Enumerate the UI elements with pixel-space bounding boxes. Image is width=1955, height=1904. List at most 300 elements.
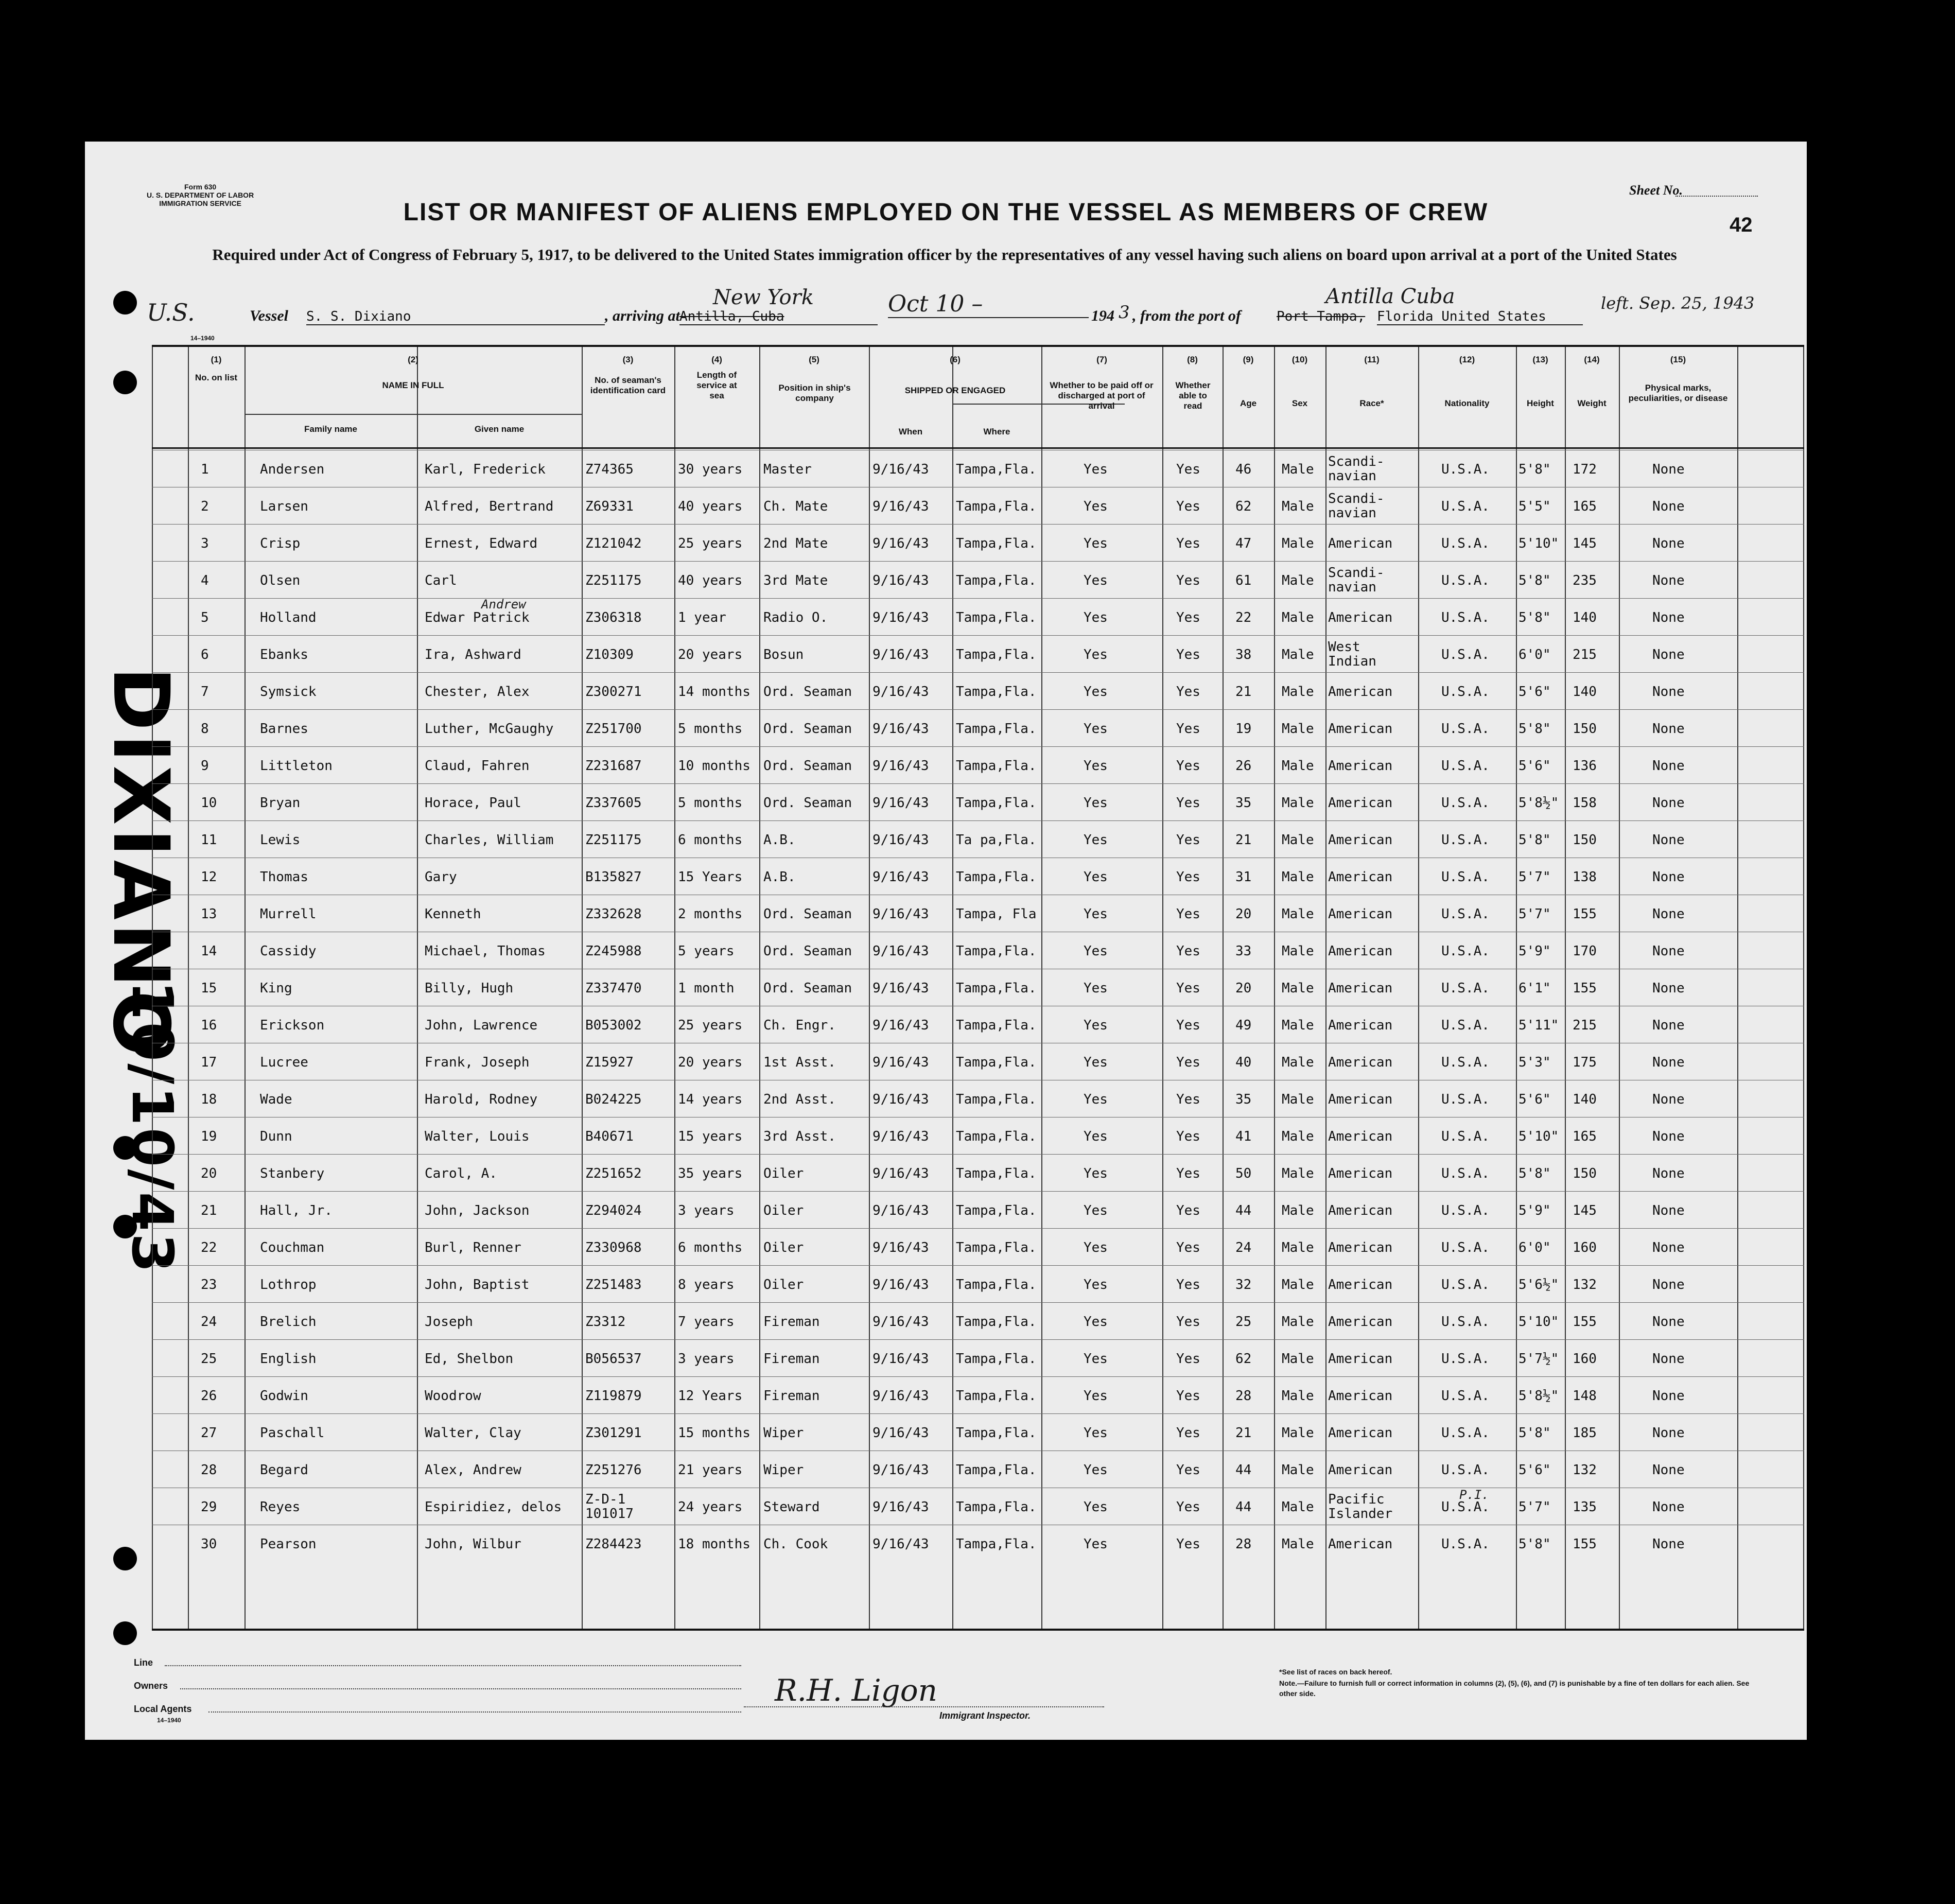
- service-length: 35 years: [678, 1166, 743, 1181]
- binder-hole: [113, 291, 137, 315]
- able-to-read: Yes: [1176, 1499, 1200, 1515]
- table-row: [152, 1488, 1804, 1525]
- paid-off: Yes: [1084, 1351, 1108, 1367]
- weight: 140: [1573, 684, 1597, 700]
- row-number: 8: [201, 721, 209, 737]
- given-name: Walter, Clay: [425, 1425, 521, 1441]
- nationality: U.S.A.: [1441, 499, 1490, 514]
- family-name: Thomas: [260, 869, 308, 885]
- shipped-where: Tampa,Fla.: [956, 1166, 1037, 1181]
- shipped-where: Tampa,Fla.: [956, 573, 1037, 588]
- shipped-when: 9/16/43: [872, 1388, 929, 1404]
- given-name: Harold, Rodney: [425, 1092, 538, 1107]
- seaman-card: Z10309: [585, 647, 634, 662]
- nationality: U.S.A.: [1441, 1388, 1490, 1404]
- height: 5'7½": [1518, 1351, 1559, 1367]
- shipped-where: Tampa,Fla.: [956, 1277, 1037, 1292]
- arriving-port-handwritten: New York: [713, 286, 814, 309]
- able-to-read: Yes: [1176, 1425, 1200, 1441]
- nationality: U.S.A.: [1441, 1351, 1490, 1367]
- height: 6'0": [1518, 647, 1551, 662]
- position: A.B.: [763, 869, 796, 885]
- table-row: [152, 1339, 1804, 1377]
- service-length: 6 months: [678, 832, 743, 848]
- family-name: Couchman: [260, 1240, 325, 1255]
- family-name: Barnes: [260, 721, 308, 737]
- row-number: 30: [201, 1536, 217, 1552]
- able-to-read: Yes: [1176, 610, 1200, 625]
- nationality: U.S.A.: [1441, 981, 1490, 996]
- height: 5'8": [1518, 573, 1551, 588]
- given-name: Carol, A.: [425, 1166, 497, 1181]
- seaman-card: B056537: [585, 1351, 642, 1367]
- table-row: [152, 635, 1804, 673]
- age: 35: [1235, 795, 1252, 811]
- col-3-num: (3): [622, 355, 634, 364]
- sheet-number: 42: [1730, 214, 1753, 236]
- weight: 145: [1573, 1203, 1597, 1218]
- nationality: U.S.A.: [1441, 1203, 1490, 1218]
- row-number: 23: [201, 1277, 217, 1292]
- col-7-label: Whether to be paid off or discharged at port of arrival: [1050, 380, 1154, 411]
- sex: Male: [1282, 721, 1314, 737]
- shipped-when: 9/16/43: [872, 1462, 929, 1478]
- race: American: [1328, 721, 1393, 737]
- owners-field: [180, 1688, 741, 1689]
- paid-off: Yes: [1084, 944, 1108, 959]
- row-number: 4: [201, 573, 209, 588]
- col-7-num: (7): [1096, 355, 1107, 364]
- family-name: Stanbery: [260, 1166, 325, 1181]
- age: 40: [1235, 1055, 1252, 1070]
- row-number: 16: [201, 1018, 217, 1033]
- position: Ch. Cook: [763, 1536, 828, 1552]
- family-name: Lucree: [260, 1055, 308, 1070]
- shipped-when: 9/16/43: [872, 499, 929, 514]
- given-name: John, Wilbur: [425, 1536, 521, 1552]
- age: 62: [1235, 1351, 1252, 1367]
- given-name: Burl, Renner: [425, 1240, 521, 1255]
- table-row: [152, 1191, 1804, 1229]
- race: American: [1328, 1240, 1393, 1255]
- family-name: Erickson: [260, 1018, 325, 1033]
- able-to-read: Yes: [1176, 573, 1200, 588]
- service-length: 10 months: [678, 758, 750, 774]
- table-row: [152, 561, 1804, 599]
- paid-off: Yes: [1084, 684, 1108, 700]
- shipped-when: 9/16/43: [872, 869, 929, 885]
- given-name: Walter, Louis: [425, 1129, 530, 1144]
- paid-off: Yes: [1084, 1240, 1108, 1255]
- shipped-when: 9/16/43: [872, 758, 929, 774]
- nationality: U.S.A.: [1441, 1277, 1490, 1292]
- race: American: [1328, 944, 1393, 959]
- physical-marks: None: [1652, 795, 1685, 811]
- service-length: 24 years: [678, 1499, 743, 1515]
- nationality: U.S.A.: [1441, 1314, 1490, 1330]
- age: 28: [1235, 1536, 1252, 1552]
- table-row: [152, 598, 1804, 636]
- arriving-port-typed: Antilla, Cuba: [679, 309, 878, 325]
- shipped-when: 9/16/43: [872, 721, 929, 737]
- age: 33: [1235, 944, 1252, 959]
- col-6-when: When: [898, 427, 923, 436]
- position: Oiler: [763, 1240, 804, 1255]
- sex: Male: [1282, 981, 1314, 996]
- race: Pacific Islander: [1328, 1492, 1393, 1522]
- physical-marks: None: [1652, 869, 1685, 885]
- col-12-num: (12): [1459, 355, 1475, 364]
- page-subtitle: Required under Act of Congress of February 5, 1917, to be delivered to the United States immigration officer by the representatives of any vessel having such aliens on board upon arrival at a port of the United States: [212, 246, 1677, 264]
- age: 28: [1235, 1388, 1252, 1404]
- race: American: [1328, 1203, 1393, 1218]
- col-1-label: No. on list: [195, 373, 238, 382]
- shipped-when: 9/16/43: [872, 573, 929, 588]
- weight: 175: [1573, 1055, 1597, 1070]
- seaman-card: Z251175: [585, 573, 642, 588]
- service-length: 15 months: [678, 1425, 750, 1441]
- sheet-line: [1675, 196, 1758, 197]
- col-1-num: (1): [211, 355, 222, 364]
- given-name: Billy, Hugh: [425, 981, 514, 996]
- physical-marks: None: [1652, 721, 1685, 737]
- physical-marks: None: [1652, 832, 1685, 848]
- sex: Male: [1282, 944, 1314, 959]
- paid-off: Yes: [1084, 758, 1108, 774]
- given-name: Espiridiez, delos: [425, 1499, 562, 1515]
- weight: 135: [1573, 1499, 1597, 1515]
- row-number: 25: [201, 1351, 217, 1367]
- shipped-when: 9/16/43: [872, 647, 929, 662]
- service-length: 18 months: [678, 1536, 750, 1552]
- service-length: 25 years: [678, 536, 743, 551]
- seaman-card: Z251175: [585, 832, 642, 848]
- weight: 140: [1573, 1092, 1597, 1107]
- col-14-num: (14): [1584, 355, 1600, 364]
- from-port-handwritten: Antilla Cuba: [1325, 285, 1455, 308]
- service-length: 1 year: [678, 610, 726, 625]
- paid-off: Yes: [1084, 906, 1108, 922]
- shipped-when: 9/16/43: [872, 1240, 929, 1255]
- row-number: 7: [201, 684, 209, 700]
- shipped-where: Tampa,Fla.: [956, 1129, 1037, 1144]
- table-row: [152, 1413, 1804, 1451]
- given-name: Alex, Andrew: [425, 1462, 521, 1478]
- family-name: Lewis: [260, 832, 301, 848]
- weight: 150: [1573, 832, 1597, 848]
- date-stamp: 10/10/43: [119, 981, 185, 1275]
- sex: Male: [1282, 795, 1314, 811]
- table-row: [152, 672, 1804, 710]
- nationality: U.S.A.: [1441, 573, 1490, 588]
- shipped-when: 9/16/43: [872, 610, 929, 625]
- able-to-read: Yes: [1176, 1351, 1200, 1367]
- table-row: [152, 1376, 1804, 1414]
- us-mark: U.S.: [147, 299, 195, 326]
- position: Oiler: [763, 1277, 804, 1292]
- row-number: 20: [201, 1166, 217, 1181]
- shipped-where: Tampa,Fla.: [956, 944, 1037, 959]
- height: 5'10": [1518, 1129, 1559, 1144]
- sex: Male: [1282, 1018, 1314, 1033]
- agents-field: [208, 1711, 741, 1713]
- able-to-read: Yes: [1176, 1203, 1200, 1218]
- age: 21: [1235, 1425, 1252, 1441]
- row-number: 26: [201, 1388, 217, 1404]
- arriving-label: , arriving at: [605, 307, 680, 324]
- service-length: 1 month: [678, 981, 735, 996]
- line-label: Line: [134, 1657, 153, 1668]
- position: A.B.: [763, 832, 796, 848]
- table-row: [152, 932, 1804, 969]
- shipped-when: 9/16/43: [872, 462, 929, 477]
- race: Scandi- navian: [1328, 565, 1385, 595]
- sex: Male: [1282, 832, 1314, 848]
- weight: 132: [1573, 1462, 1597, 1478]
- given-name: Charles, William: [425, 832, 554, 848]
- age: 49: [1235, 1018, 1252, 1033]
- sex: Male: [1282, 1388, 1314, 1404]
- able-to-read: Yes: [1176, 1129, 1200, 1144]
- paid-off: Yes: [1084, 610, 1108, 625]
- weight: 165: [1573, 1129, 1597, 1144]
- col-4-label: Length of service at sea: [696, 370, 737, 400]
- height: 5'6": [1518, 1462, 1551, 1478]
- row-number: 11: [201, 832, 217, 848]
- table-row: [152, 1154, 1804, 1192]
- row-number: 18: [201, 1092, 217, 1107]
- able-to-read: Yes: [1176, 1166, 1200, 1181]
- nationality: U.S.A.: [1441, 721, 1490, 737]
- seaman-card: B053002: [585, 1018, 642, 1033]
- weight: 155: [1573, 1314, 1597, 1330]
- family-name: Hall, Jr.: [260, 1203, 333, 1218]
- inspector-label: Immigrant Inspector.: [939, 1710, 1031, 1721]
- service-length: 30 years: [678, 462, 743, 477]
- race: American: [1328, 1092, 1393, 1107]
- given-name: John, Lawrence: [425, 1018, 538, 1033]
- shipped-where: Tampa,Fla.: [956, 1018, 1037, 1033]
- shipped-when: 9/16/43: [872, 906, 929, 922]
- seaman-card: Z69331: [585, 499, 634, 514]
- paid-off: Yes: [1084, 1536, 1108, 1552]
- age: 44: [1235, 1499, 1252, 1515]
- given-name: Karl, Frederick: [425, 462, 546, 477]
- seaman-card: Z74365: [585, 462, 634, 477]
- row-number: 13: [201, 906, 217, 922]
- nationality-correction: P.I.: [1459, 1488, 1489, 1502]
- vessel-label: Vessel: [250, 307, 288, 324]
- shipped-where: Tampa,Fla.: [956, 1203, 1037, 1218]
- age: 46: [1235, 462, 1252, 477]
- service: IMMIGRATION SERVICE: [159, 199, 241, 207]
- family-name: Pearson: [260, 1536, 317, 1552]
- shipped-where: Tampa, Fla: [956, 906, 1037, 922]
- height: 5'8": [1518, 462, 1551, 477]
- race: American: [1328, 536, 1393, 551]
- nationality: U.S.A.: [1441, 1092, 1490, 1107]
- seaman-card: Z332628: [585, 906, 642, 922]
- nationality: U.S.A.: [1441, 795, 1490, 811]
- position: Ord. Seaman: [763, 981, 852, 996]
- race: American: [1328, 869, 1393, 885]
- position: Ord. Seaman: [763, 795, 852, 811]
- service-length: 3 years: [678, 1351, 735, 1367]
- nationality: U.S.A.: [1441, 758, 1490, 774]
- seaman-card: Z330968: [585, 1240, 642, 1255]
- seaman-card: Z251652: [585, 1166, 642, 1181]
- height: 5'6": [1518, 1092, 1551, 1107]
- height: 5'8½": [1518, 1388, 1559, 1404]
- able-to-read: Yes: [1176, 1277, 1200, 1292]
- position: Ord. Seaman: [763, 684, 852, 700]
- height: 5'3": [1518, 1055, 1551, 1070]
- sex: Male: [1282, 869, 1314, 885]
- table-row: [152, 1228, 1804, 1266]
- physical-marks: None: [1652, 1166, 1685, 1181]
- given-name: Gary: [425, 869, 457, 885]
- sex: Male: [1282, 536, 1314, 551]
- physical-marks: None: [1652, 610, 1685, 625]
- table-row: [152, 1302, 1804, 1340]
- service-length: 5 years: [678, 944, 735, 959]
- vessel-stamp: DIXIANO: [96, 667, 185, 1059]
- row-number: 1: [201, 462, 209, 477]
- position: Oiler: [763, 1166, 804, 1181]
- table-row: [152, 450, 1804, 487]
- sex: Male: [1282, 1277, 1314, 1292]
- paid-off: Yes: [1084, 1203, 1108, 1218]
- height: 5'9": [1518, 944, 1551, 959]
- family-name: Godwin: [260, 1388, 308, 1404]
- vessel-name: S. S. Dixiano: [306, 309, 605, 325]
- weight: 165: [1573, 499, 1597, 514]
- shipped-where: Tampa,Fla.: [956, 536, 1037, 551]
- col-9-label: Age: [1240, 398, 1257, 408]
- col-3-label: No. of seaman's identification card: [590, 375, 666, 395]
- race: American: [1328, 1425, 1393, 1441]
- race: American: [1328, 1129, 1393, 1144]
- physical-marks: None: [1652, 1092, 1685, 1107]
- age: 61: [1235, 573, 1252, 588]
- agents-label: Local Agents: [134, 1704, 192, 1714]
- position: Ord. Seaman: [763, 758, 852, 774]
- height: 5'10": [1518, 536, 1559, 551]
- row-number: 6: [201, 647, 209, 662]
- col-12-label: Nationality: [1444, 398, 1490, 408]
- seaman-card: Z337470: [585, 981, 642, 996]
- able-to-read: Yes: [1176, 647, 1200, 662]
- table-row: [152, 1043, 1804, 1080]
- shipped-when: 9/16/43: [872, 1166, 929, 1181]
- seaman-card: Z-D-1 101017: [585, 1492, 634, 1522]
- height: 5'6": [1518, 684, 1551, 700]
- paid-off: Yes: [1084, 1314, 1108, 1330]
- service-length: 20 years: [678, 647, 743, 662]
- sex: Male: [1282, 1092, 1314, 1107]
- shipped-where: Tampa,Fla.: [956, 1388, 1037, 1404]
- crew-table: [152, 345, 1804, 1631]
- year-suffix: 3: [1119, 302, 1130, 323]
- able-to-read: Yes: [1176, 462, 1200, 477]
- shipped-when: 9/16/43: [872, 1092, 929, 1107]
- line-field: [165, 1665, 741, 1666]
- family-name: English: [260, 1351, 317, 1367]
- race: American: [1328, 1351, 1393, 1367]
- nationality: U.S.A.: [1441, 462, 1490, 477]
- age: 21: [1235, 832, 1252, 848]
- age: 31: [1235, 869, 1252, 885]
- age: 20: [1235, 906, 1252, 922]
- age: 38: [1235, 647, 1252, 662]
- service-length: 8 years: [678, 1277, 735, 1292]
- sex: Male: [1282, 1425, 1314, 1441]
- seaman-card: Z251483: [585, 1277, 642, 1292]
- col-5-num: (5): [809, 355, 819, 364]
- shipped-where: Tampa,Fla.: [956, 647, 1037, 662]
- row-number: 24: [201, 1314, 217, 1330]
- seaman-card: Z121042: [585, 536, 642, 551]
- nationality: U.S.A.: [1441, 944, 1490, 959]
- shipped-when: 9/16/43: [872, 795, 929, 811]
- shipped-where: Tampa,Fla.: [956, 1314, 1037, 1330]
- family-name: Wade: [260, 1092, 292, 1107]
- binder-hole: [113, 1547, 137, 1570]
- position: Steward: [763, 1499, 820, 1515]
- family-name: Paschall: [260, 1425, 325, 1441]
- race: American: [1328, 1536, 1393, 1552]
- race: American: [1328, 795, 1393, 811]
- weight: 155: [1573, 906, 1597, 922]
- shipped-where: Tampa,Fla.: [956, 499, 1037, 514]
- weight: 215: [1573, 647, 1597, 662]
- shipped-when: 9/16/43: [872, 1536, 929, 1552]
- weight: 148: [1573, 1388, 1597, 1404]
- shipped-when: 9/16/43: [872, 1314, 929, 1330]
- table-row: [152, 1117, 1804, 1155]
- physical-marks: None: [1652, 906, 1685, 922]
- race: Scandi- navian: [1328, 454, 1385, 484]
- form-code-header: 14–1940: [190, 335, 215, 342]
- col-11-num: (11): [1364, 355, 1380, 364]
- shipped-when: 9/16/43: [872, 1129, 929, 1144]
- service-length: 3 years: [678, 1203, 735, 1218]
- paid-off: Yes: [1084, 832, 1108, 848]
- physical-marks: None: [1652, 1425, 1685, 1441]
- nationality: U.S.A.: [1441, 1499, 1490, 1515]
- service-length: 15 years: [678, 1129, 743, 1144]
- physical-marks: None: [1652, 536, 1685, 551]
- position: Wiper: [763, 1425, 804, 1441]
- given-name: Horace, Paul: [425, 795, 521, 811]
- weight: 170: [1573, 944, 1597, 959]
- sex: Male: [1282, 1203, 1314, 1218]
- shipped-when: 9/16/43: [872, 684, 929, 700]
- col-15-num: (15): [1670, 355, 1686, 364]
- paid-off: Yes: [1084, 1018, 1108, 1033]
- col-11-label: Race*: [1359, 398, 1384, 408]
- nationality: U.S.A.: [1441, 1166, 1490, 1181]
- shipped-where: Ta pa,Fla.: [956, 832, 1037, 848]
- given-name: Luther, McGaughy: [425, 721, 554, 737]
- physical-marks: None: [1652, 981, 1685, 996]
- shipped-where: Tampa,Fla.: [956, 1240, 1037, 1255]
- position: Ord. Seaman: [763, 721, 852, 737]
- able-to-read: Yes: [1176, 536, 1200, 551]
- service-length: 21 years: [678, 1462, 743, 1478]
- nationality: U.S.A.: [1441, 906, 1490, 922]
- row-number: 28: [201, 1462, 217, 1478]
